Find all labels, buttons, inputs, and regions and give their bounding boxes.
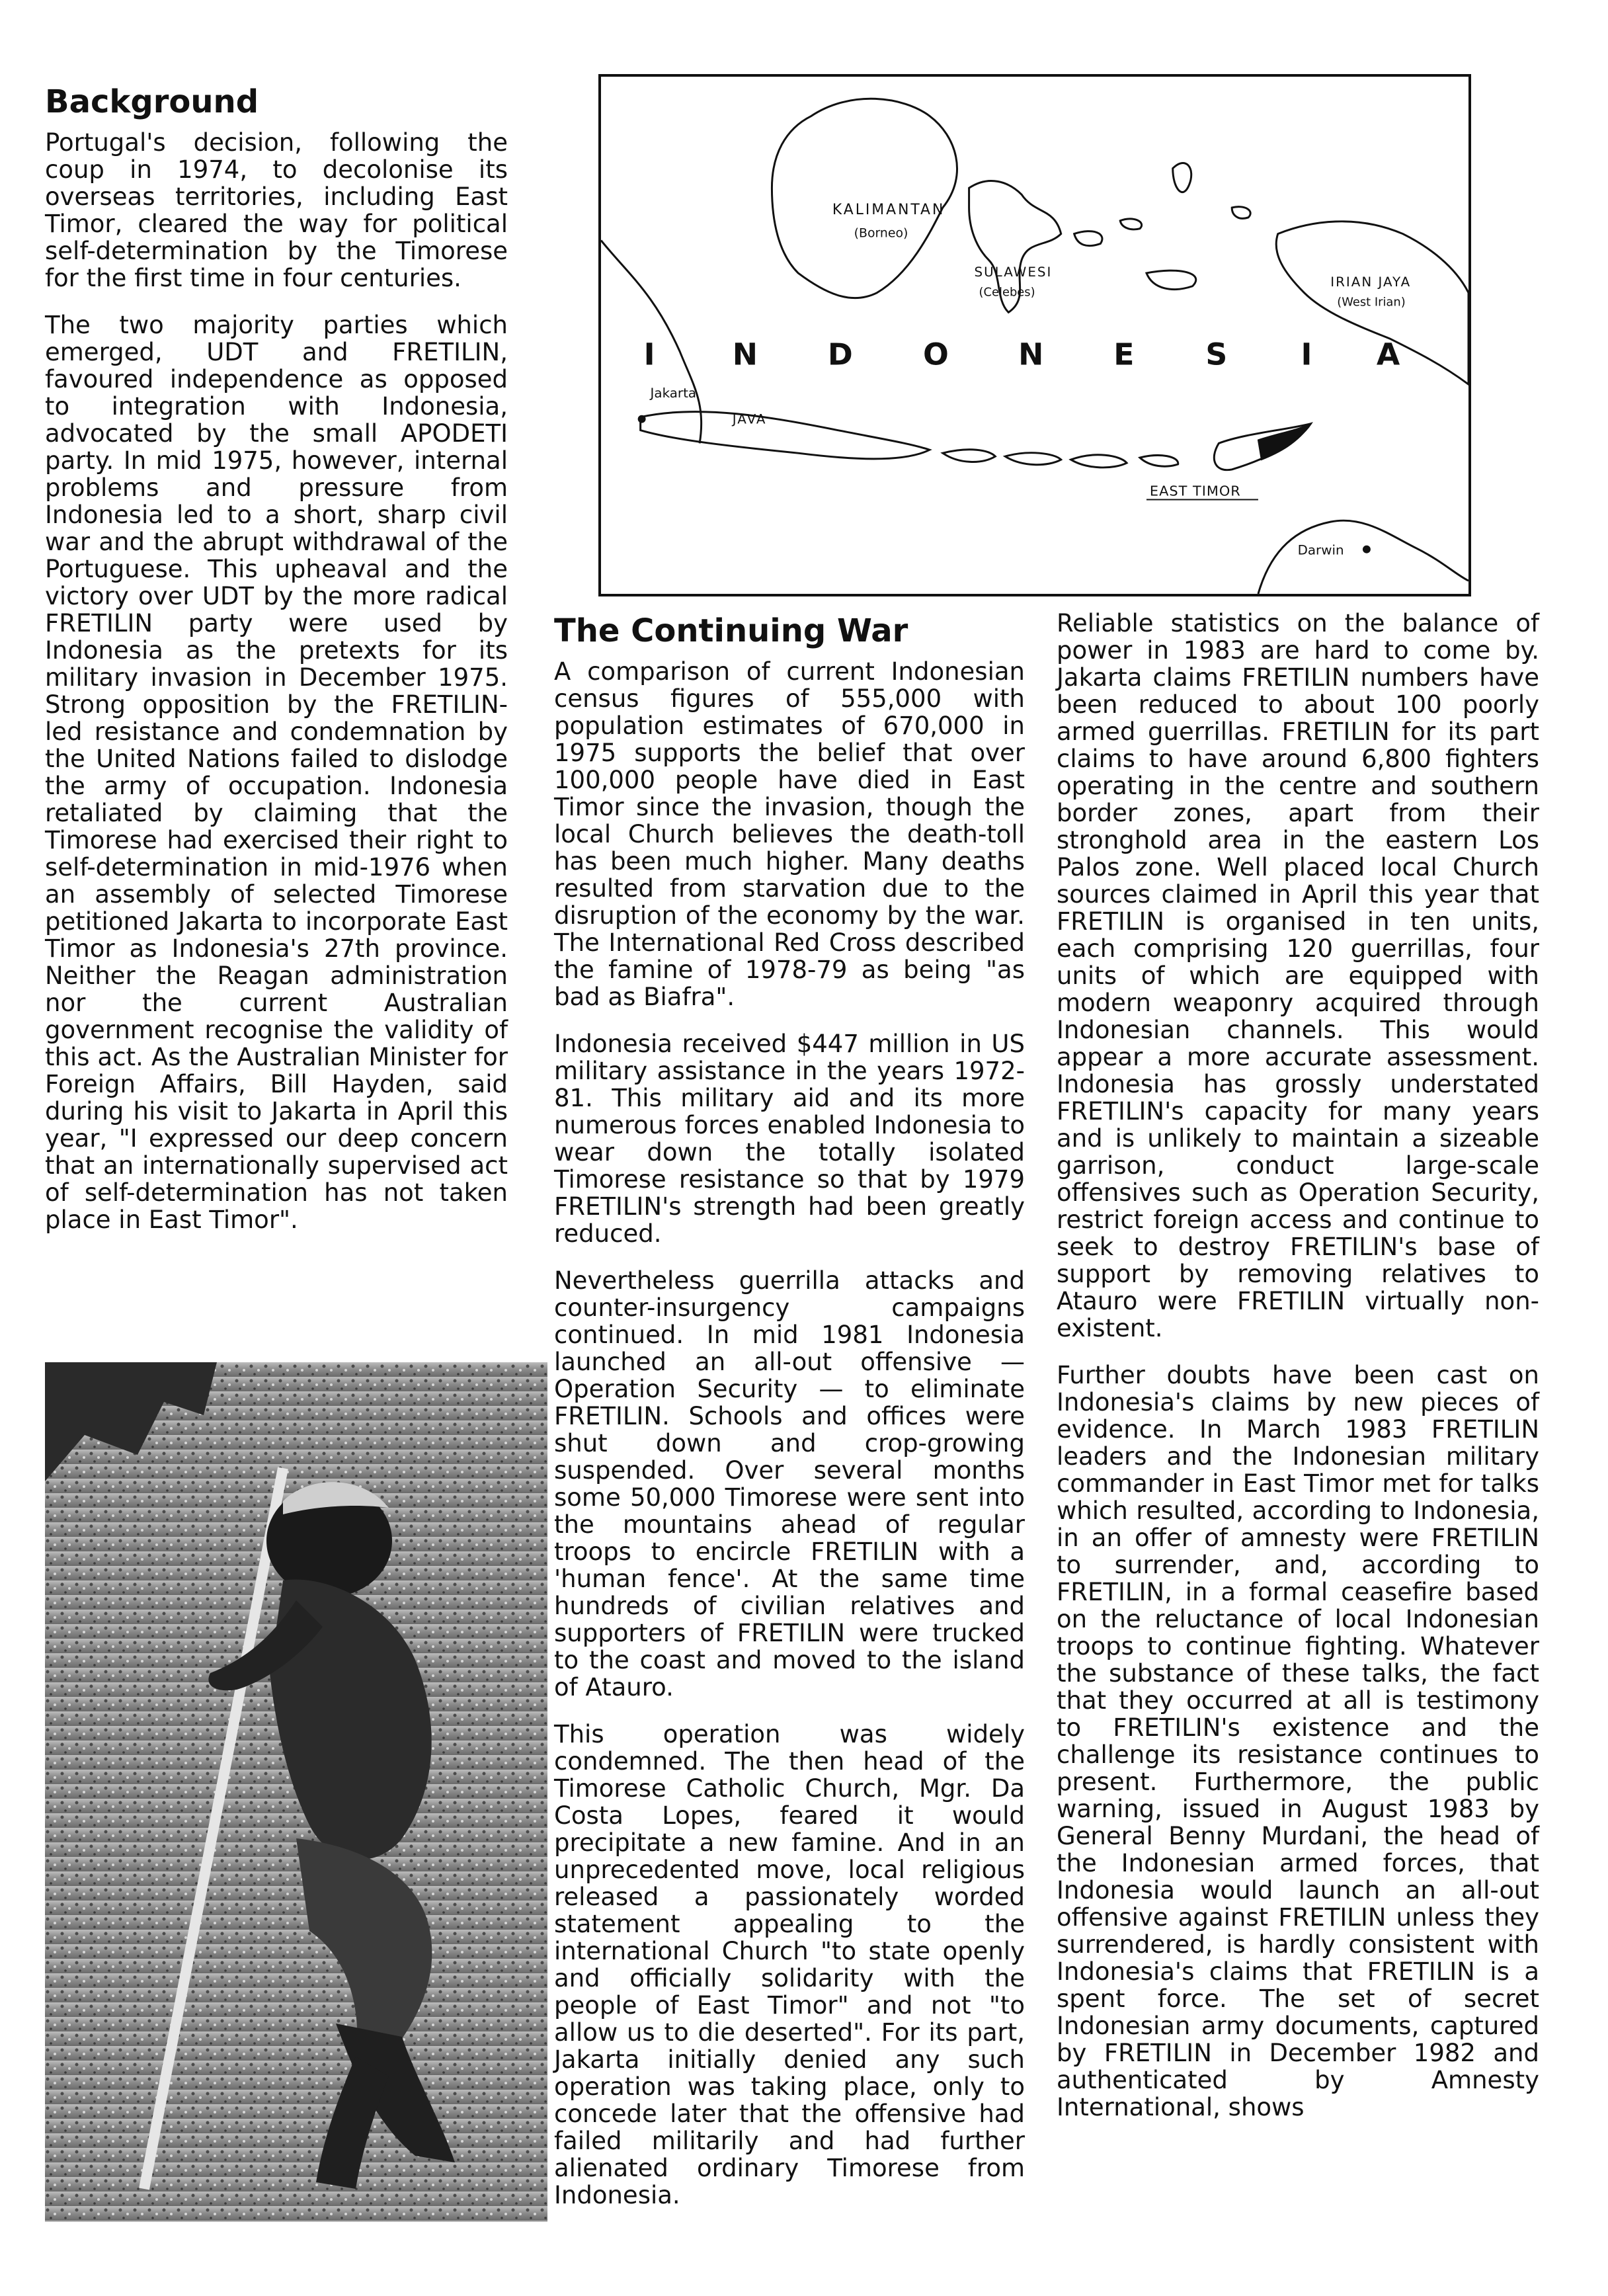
map-letter-1: I <box>643 337 655 372</box>
background-column <box>45 85 508 1253</box>
war-paragraph-3: Nevertheless guerrilla attacks and counter-insurgency campaigns continued. In mid 1981 Indonesia launched an all-out offensive — Operation Security — to eliminate FRETILIN. Schools and offices were shut down and crop-growing suspended. Over several months some 50,000 Timorese were sent into the mountains ahead of regular troops to encircle FRETILIN with a 'human fence'. At the same time hundreds of civilian relatives and supporters of FRETILIN were trucked to the coast and moved to the island of Atauro. <box>554 1266 1025 1702</box>
photo-timorese-man <box>45 1362 547 2222</box>
war-column-1 <box>554 614 1025 2229</box>
map-letter-9: A <box>1376 337 1400 372</box>
map-svg <box>601 77 1468 594</box>
war-column-2 <box>1057 610 1539 2141</box>
map-label-kalimantan: KALIMANTAN <box>832 201 945 218</box>
war-paragraph-4: This operation was widely condemned. The then head of the Timorese Catholic Church, Mgr. Da Costa Lopes, feared it would precipitate a new famine. And in an unprecedented move, local religious released a passionately worded statement appealing to the international Church "to state openly and officially solidarity with the people of East Timor" and not "to allow us to die deserted". For its part, Jakarta initially denied any such operation was taking place, only to concede later that the offensive had failed militarily and had further alienated ordinary Timorese from Indonesia. <box>554 1719 1025 2209</box>
war-paragraph-1: A comparison of current Indonesian census figures of 555,000 with population estimates of 670,000 in 1975 supports the belief that over 100,000 people have died in East Timor since the invasion, though the local Church believes the death-toll has been much higher. Many deaths resulted from starvation due to the disruption of the economy by the war. The International Red Cross described the famine of 1978-79 as being "as bad as Biafra". <box>554 657 1025 1011</box>
map-letter-5: N <box>1018 337 1044 372</box>
map-letter-8: I <box>1301 337 1312 372</box>
map-label-java: JAVA <box>732 411 767 427</box>
indonesia-map <box>598 74 1471 596</box>
map-label-darwin: Darwin <box>1297 542 1344 558</box>
map-letter-6: E <box>1113 337 1135 372</box>
background-paragraph-2: The two majority parties which emerged, UDT and FRETILIN, favoured independence as opposed to integration with Indonesia, advocated by the small APODETI party. In mid 1975, however, internal problems and pressure from Indonesia led to a short, sharp civil war and the abrupt withdrawal of the Portuguese. This upheaval and the victory over UDT by the more radical FRETILIN party were used by Indonesia as the pretexts for its military invasion in December 1975. Strong opposition by the FRETILIN-led resistance and condemnation by the United Nations failed to dislodge the army of occupation. Indonesia retaliated by claiming that the Timorese had exercised their right to self-determination in mid-1976 when an assembly of selected Timorese petitioned Jakarta to incorporate East Timor as Indonesia's 27th province. Neither the Reagan administration nor the current Australian government recognise the validity of this act. As the Australian Minister for Foreign Affairs, Bill Hayden, said during his visit to Jakarta in April this year, "I expressed our deep concern that an internationally supervised act of self-determination has not taken place in East Timor". <box>45 310 508 1234</box>
map-label-irian-jaya: IRIAN JAYA <box>1330 274 1412 290</box>
photo-svg <box>45 1362 547 2222</box>
background-heading: Background <box>45 83 259 120</box>
map-label-sulawesi: SULAWESI <box>974 264 1053 280</box>
map-label-west-irian: (West Irian) <box>1337 295 1406 309</box>
map-label-east-timor: EAST TIMOR <box>1149 483 1241 499</box>
war-paragraph-5: Reliable statistics on the balance of power in 1983 are hard to come by. Jakarta claims FRETILIN numbers have been reduced to about 100 poorly armed guerrillas. FRETILIN for its part claims to have around 6,800 fighters operating in the centre and southern border zones, apart from their stronghold area in the eastern Los Palos zone. Well placed local Church sources claimed in April this year that FRETILIN is organised in ten units, each comprising 120 guerrillas, four units of which are equipped with modern weaponry acquired through Indonesian channels. This would appear a more accurate assessment. Indonesia has grossly understated FRETILIN's capacity for many years and is unlikely to maintain a sizeable garrison, conduct large-scale offensives such as Operation Security, restrict foreign access and continue to seek to destroy FRETILIN's base of support by removing relatives to Atauro were FRETILIN virtually non-existent. <box>1057 609 1539 1342</box>
map-label-celebes: (Celebes) <box>979 285 1035 300</box>
background-paragraph-1: Portugal's decision, following the coup in 1974, to decolonise its overseas territories, including East Timor, cleared the way for political self-determination by the Timorese for the first time in four centuries. <box>45 128 508 292</box>
map-label-indonesia <box>644 337 1400 372</box>
map-letter-3: D <box>827 337 853 372</box>
map-letter-4: O <box>923 337 949 372</box>
war-heading: The Continuing War <box>554 612 908 649</box>
war-paragraph-2: Indonesia received $447 million in US military assistance in the years 1972-81. This military aid and its more numerous forces enabled Indonesia to wear down the totally isolated Timorese resistance so that by 1979 FRETILIN's strength had been greatly reduced. <box>554 1029 1025 1248</box>
map-letter-7: S <box>1205 337 1228 372</box>
map-label-jakarta: Jakarta <box>650 386 697 401</box>
war-paragraph-6: Further doubts have been cast on Indonesia's claims by new pieces of evidence. In March 1983 FRETILIN leaders and the Indonesian military commander in East Timor met for talks which resulted, according to Indonesia, in an offer of amnesty were FRETILIN to surrender, and, according to FRETILIN, in a formal ceasefire based on the reluctance of local Indonesian troops to continue fighting. Whatever the substance of these talks, the fact that they occurred at all is testimony to FRETILIN's existence and the challenge its resistance continues to present. Furthermore, the public warning, issued in August 1983 by General Benny Murdani, the head of the Indonesian armed forces, that Indonesia would launch an all-out offensive against FRETILIN unless they surrendered, is hardly consistent with Indonesia's claims that FRETILIN is a spent force. The set of secret Indonesian army documents, captured by FRETILIN in December 1982 and authenticated by Amnesty International, shows <box>1057 1361 1539 2121</box>
map-letter-2: N <box>732 337 758 372</box>
map-label-borneo: (Borneo) <box>854 226 908 241</box>
